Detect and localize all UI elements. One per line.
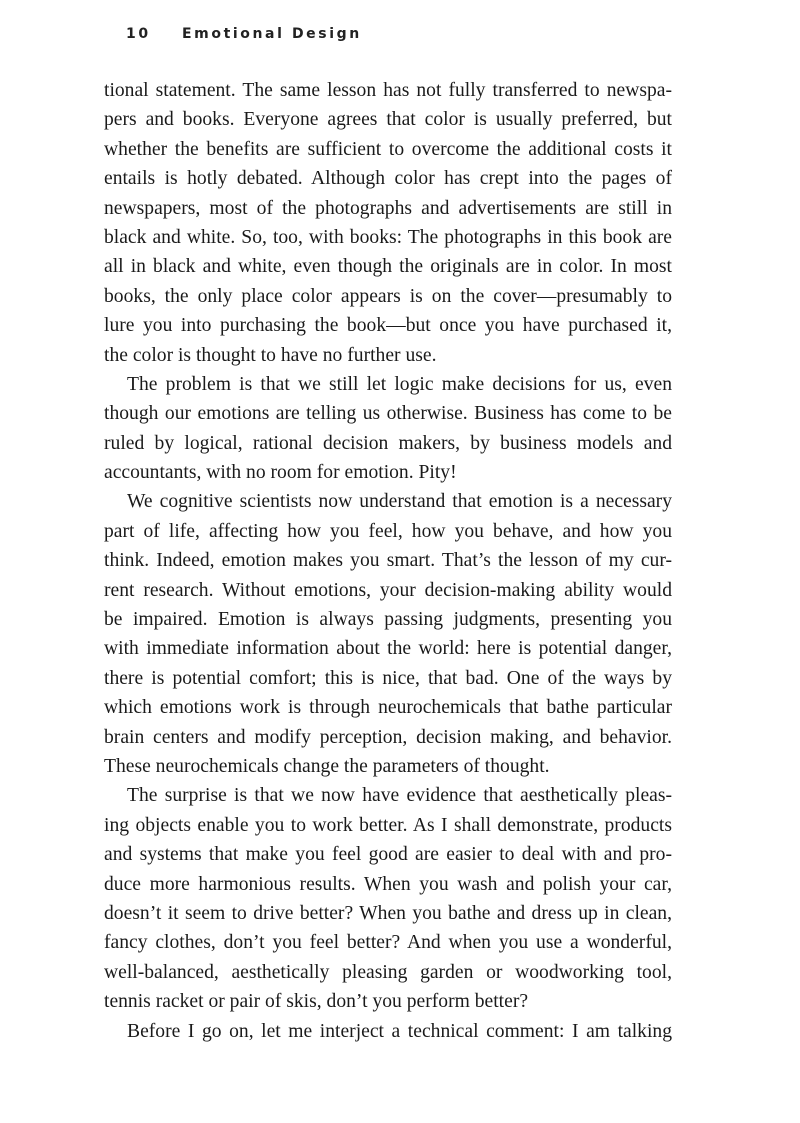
text-line: duce more harmonious results. When you wash and polish your car, [104, 873, 672, 895]
text-line: rent research. Without emotions, your decision-making ability would [104, 579, 672, 601]
text-line: be impaired. Emotion is always passing judgments, presenting you [104, 609, 672, 631]
text-line: pers and books. Everyone agrees that color is usually preferred, but [104, 109, 672, 131]
text-line: newspapers, most of the photographs and advertisements are still in [104, 197, 672, 219]
text-line: fancy clothes, don’t you feel better? And when you use a wonderful, [104, 932, 672, 954]
text-line: The surprise is that we now have evidence that aesthetically pleas- [127, 785, 672, 807]
text-line: the color is thought to have no further use. [104, 344, 437, 366]
text-line: entails is hotly debated. Although color has crept into the pages of [104, 168, 672, 190]
text-line: Before I go on, let me interject a technical comment: I am talking [127, 1020, 672, 1042]
page-number: 10 [126, 26, 151, 42]
book-title: Emotional Design [182, 26, 362, 42]
text-line: though our emotions are telling us otherwise. Business has come to be [104, 403, 672, 425]
text-line: black and white. So, too, with books: The photographs in this book are [104, 226, 672, 248]
text-line: We cognitive scientists now understand that emotion is a necessary [127, 491, 672, 513]
body-text [104, 76, 672, 1046]
text-line: accountants, with no room for emotion. Pity! [104, 462, 457, 484]
text-line: These neurochemicals change the parameters of thought. [104, 755, 550, 777]
text-line: The problem is that we still let logic make decisions for us, even [127, 373, 672, 395]
text-line: tennis racket or pair of skis, don’t you perform better? [104, 991, 529, 1013]
text-line: all in black and white, even though the originals are in color. In most [104, 256, 672, 278]
text-line: books, the only place color appears is on the cover—presumably to [104, 285, 672, 307]
text-line: well-balanced, aesthetically pleasing garden or woodworking tool, [104, 961, 672, 983]
text-line: think. Indeed, emotion makes you smart. That’s the lesson of my cur- [104, 550, 672, 572]
running-head [126, 26, 362, 42]
text-line: tional statement. The same lesson has not fully transferred to newspa- [104, 80, 672, 101]
text-line: lure you into purchasing the book—but once you have purchased it, [104, 315, 672, 337]
text-line: which emotions work is through neurochemicals that bathe particular [104, 697, 672, 719]
text-line: part of life, affecting how you feel, how you behave, and how you [104, 520, 672, 542]
text-line: doesn’t it seem to drive better? When you bathe and dress up in clean, [104, 902, 672, 924]
text-line: ruled by logical, rational decision makers, by business models and [104, 432, 672, 454]
text-line: and systems that make you feel good are easier to deal with and pro- [104, 844, 672, 866]
text-line: with immediate information about the world: here is potential danger, [104, 638, 672, 660]
text-line: whether the benefits are sufficient to overcome the additional costs it [104, 138, 672, 160]
text-line: there is potential comfort; this is nice, that bad. One of the ways by [104, 667, 672, 689]
text-line: brain centers and modify perception, decision making, and behavior. [104, 726, 672, 748]
text-line: ing objects enable you to work better. As I shall demonstrate, products [104, 814, 672, 836]
